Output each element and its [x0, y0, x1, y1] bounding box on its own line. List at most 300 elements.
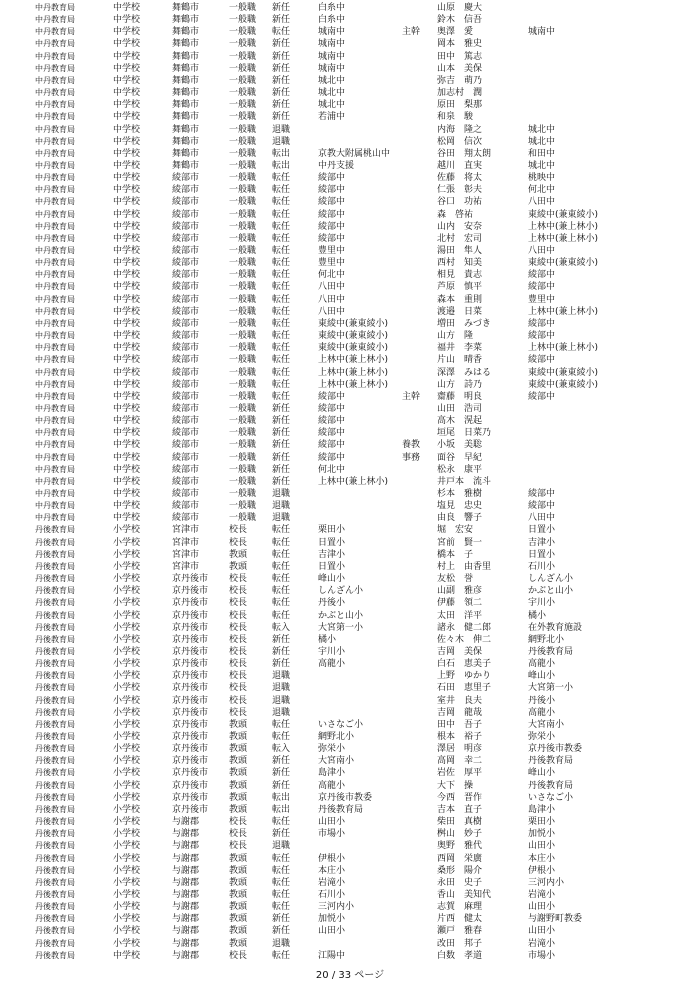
previous-school-cell: 日置小	[528, 525, 556, 536]
office-cell: 中丹教育局	[35, 306, 75, 316]
office-cell: 中丹教育局	[35, 148, 75, 158]
position-cell: 教頭	[229, 744, 248, 755]
position-cell: 校長	[229, 695, 248, 706]
person-name-cell: 森本 重則	[437, 294, 483, 305]
previous-school-cell: 綾部中	[528, 501, 556, 512]
position-cell: 教頭	[229, 768, 248, 779]
school-type-cell: 中学校	[113, 270, 141, 281]
position-cell: 校長	[229, 950, 248, 961]
office-cell: 丹後教育局	[35, 634, 75, 644]
city-cell: 京丹後市	[172, 732, 209, 742]
table-row	[0, 306, 700, 318]
previous-school-cell: 八田中	[528, 197, 556, 208]
table-row	[0, 14, 700, 26]
action-cell: 新任	[272, 756, 291, 767]
position-cell: 教頭	[229, 926, 248, 937]
table-row	[0, 646, 700, 658]
school-type-cell: 小学校	[113, 610, 141, 621]
position-cell: 校長	[229, 537, 248, 548]
city-cell: 京丹後市	[172, 659, 209, 670]
position-cell: 一般職	[229, 318, 257, 329]
previous-school-cell: 城南中	[528, 27, 556, 38]
city-cell: 京丹後市	[172, 598, 209, 609]
school-type-cell: 中学校	[113, 112, 141, 123]
action-cell: 転任	[272, 27, 291, 38]
person-name-cell: 増田 みづき	[437, 318, 491, 329]
new-school-cell: 城北中	[318, 100, 346, 111]
action-cell: 転出	[272, 160, 291, 171]
new-school-cell: 高龍小	[318, 659, 346, 670]
school-type-cell: 小学校	[113, 744, 141, 755]
previous-school-cell: しんざん小	[528, 574, 574, 585]
school-type-cell: 小学校	[113, 671, 141, 682]
person-name-cell: 原田 梨那	[437, 100, 483, 111]
position-cell: 教頭	[229, 549, 248, 560]
person-name-cell: 吉岡 美保	[437, 646, 483, 657]
action-cell: 転任	[272, 610, 291, 621]
previous-school-cell: 本庄小	[528, 853, 556, 864]
school-type-cell: 小学校	[113, 817, 141, 828]
new-school-cell: 上林中(兼上林小)	[318, 379, 389, 390]
action-cell: 転入	[272, 622, 291, 633]
city-cell: 京丹後市	[172, 780, 209, 791]
school-type-cell: 中学校	[113, 233, 141, 244]
table-row	[0, 755, 700, 767]
action-cell: 転任	[272, 598, 291, 609]
school-type-cell: 中学校	[113, 75, 141, 86]
new-school-cell: 城南中	[318, 51, 346, 62]
city-cell: 京丹後市	[172, 622, 209, 633]
action-cell: 転任	[272, 950, 291, 961]
city-cell: 与謝郡	[172, 889, 200, 900]
school-type-cell: 小学校	[113, 719, 141, 730]
previous-school-cell: 豊里中	[528, 294, 556, 305]
office-cell: 丹後教育局	[35, 561, 75, 571]
table-row	[0, 950, 700, 962]
school-type-cell: 小学校	[113, 525, 141, 536]
position-cell: 一般職	[229, 75, 257, 86]
position-cell: 教頭	[229, 914, 248, 925]
action-cell: 転任	[272, 549, 291, 560]
city-cell: 舞鶴市	[172, 124, 200, 135]
new-school-cell: 城南中	[318, 39, 346, 50]
new-school-cell: 橘小	[318, 634, 337, 645]
person-name-cell: 仁張 彰夫	[437, 185, 483, 196]
previous-school-cell: 京丹後市教委	[528, 744, 583, 755]
person-name-cell: 高木 滉起	[437, 416, 483, 427]
new-school-cell: 網野北小	[318, 732, 355, 742]
action-cell: 転任	[272, 732, 291, 742]
previous-school-cell: 日置小	[528, 549, 556, 560]
position-cell: 教頭	[229, 877, 248, 888]
new-school-cell: 綾部中	[318, 221, 346, 232]
position-cell: 一般職	[229, 476, 257, 487]
school-type-cell: 小学校	[113, 646, 141, 657]
previous-school-cell: 岩滝小	[528, 889, 556, 900]
office-cell: 丹後教育局	[35, 549, 75, 559]
new-school-cell: 京丹後市教委	[318, 792, 373, 803]
previous-school-cell: 与謝野町教委	[528, 914, 583, 925]
person-name-cell: 弥吉 萌乃	[437, 75, 483, 86]
previous-school-cell: 和田中	[528, 148, 556, 159]
office-cell: 中丹教育局	[35, 173, 75, 183]
person-name-cell: 湯田 隼人	[437, 246, 483, 256]
office-cell: 丹後教育局	[35, 865, 75, 875]
office-cell: 丹後教育局	[35, 744, 75, 754]
action-cell: 転任	[272, 246, 291, 256]
office-cell: 丹後教育局	[35, 768, 75, 778]
action-cell: 転任	[272, 343, 291, 354]
previous-school-cell: 東綾中(兼東綾小)	[528, 209, 599, 220]
position-cell: 一般職	[229, 452, 257, 463]
position-cell: 一般職	[229, 367, 257, 378]
previous-school-cell: 岩滝小	[528, 938, 556, 949]
office-cell: 中丹教育局	[35, 452, 75, 462]
role-cell: 主幹	[402, 391, 421, 402]
city-cell: 綾部市	[172, 355, 200, 366]
table-row	[0, 500, 700, 512]
table-row	[0, 318, 700, 330]
table-row	[0, 99, 700, 111]
action-cell: 新任	[272, 476, 291, 487]
table-row	[0, 148, 700, 160]
action-cell: 新任	[272, 440, 291, 451]
office-cell: 丹後教育局	[35, 889, 75, 899]
new-school-cell: 吉津小	[318, 549, 346, 560]
previous-school-cell: 弥栄小	[528, 732, 556, 742]
office-cell: 中丹教育局	[35, 112, 75, 122]
action-cell: 転任	[272, 318, 291, 329]
position-cell: 一般職	[229, 124, 257, 135]
table-row	[0, 707, 700, 719]
person-name-cell: 森 啓祐	[437, 209, 474, 220]
office-cell: 中丹教育局	[35, 270, 75, 280]
table-row	[0, 257, 700, 269]
school-type-cell: 中学校	[113, 173, 141, 184]
person-name-cell: 北村 宏司	[437, 233, 483, 244]
person-name-cell: 石田 恵里子	[437, 683, 492, 694]
new-school-cell: 綾部中	[318, 209, 346, 220]
new-school-cell: 綾部中	[318, 416, 346, 427]
new-school-cell: 大宮南小	[318, 756, 355, 767]
person-name-cell: 橋本 子	[437, 549, 474, 560]
action-cell: 新任	[272, 403, 291, 414]
table-row	[0, 925, 700, 937]
city-cell: 舞鶴市	[172, 100, 200, 111]
action-cell: 退職	[272, 938, 291, 949]
position-cell: 一般職	[229, 3, 257, 13]
office-cell: 丹後教育局	[35, 610, 75, 620]
city-cell: 与謝郡	[172, 853, 200, 864]
school-type-cell: 中学校	[113, 513, 141, 524]
new-school-cell: 加悦小	[318, 914, 346, 925]
school-type-cell: 中学校	[113, 258, 141, 269]
office-cell: 丹後教育局	[35, 877, 75, 887]
person-name-cell: 桑形 陽介	[437, 865, 483, 876]
school-type-cell: 小学校	[113, 586, 141, 597]
office-cell: 丹後教育局	[35, 719, 75, 729]
school-type-cell: 小学校	[113, 926, 141, 937]
person-name-cell: 内海 隆之	[437, 124, 483, 135]
previous-school-cell: 上林中(兼上林小)	[528, 221, 599, 232]
new-school-cell: 何北中	[318, 270, 346, 281]
school-type-cell: 中学校	[113, 160, 141, 171]
previous-school-cell: 綾部中	[528, 270, 556, 281]
role-cell: 主幹	[402, 27, 421, 38]
new-school-cell: 白糸中	[318, 15, 346, 26]
city-cell: 綾部市	[172, 367, 200, 378]
action-cell: 転任	[272, 233, 291, 244]
table-row	[0, 415, 700, 427]
position-cell: 校長	[229, 659, 248, 670]
previous-school-cell: 上林中(兼上林小)	[528, 233, 599, 244]
new-school-cell: 丹後小	[318, 598, 346, 609]
action-cell: 退職	[272, 707, 291, 718]
school-type-cell: 中学校	[113, 136, 141, 147]
city-cell: 綾部市	[172, 343, 200, 354]
city-cell: 与謝郡	[172, 817, 200, 828]
position-cell: 教頭	[229, 756, 248, 767]
new-school-cell: 豊里中	[318, 258, 346, 269]
school-type-cell: 小学校	[113, 683, 141, 694]
table-row	[0, 658, 700, 670]
office-cell: 中丹教育局	[35, 51, 75, 61]
position-cell: 一般職	[229, 379, 257, 390]
table-row	[0, 804, 700, 816]
school-type-cell: 中学校	[113, 15, 141, 26]
table-row	[0, 913, 700, 925]
action-cell: 退職	[272, 671, 291, 682]
person-name-cell: 片西 健太	[437, 914, 483, 925]
action-cell: 退職	[272, 841, 291, 852]
table-row	[0, 634, 700, 646]
position-cell: 一般職	[229, 27, 257, 38]
school-type-cell: 中学校	[113, 452, 141, 463]
table-row	[0, 901, 700, 913]
position-cell: 一般職	[229, 306, 257, 317]
table-row	[0, 464, 700, 476]
position-cell: 一般職	[229, 15, 257, 26]
position-cell: 教頭	[229, 561, 248, 572]
action-cell: 転任	[272, 173, 291, 184]
city-cell: 京丹後市	[172, 707, 209, 718]
office-cell: 丹後教育局	[35, 804, 75, 814]
table-row	[0, 731, 700, 743]
school-type-cell: 小学校	[113, 756, 141, 767]
action-cell: 新任	[272, 768, 291, 779]
person-name-cell: 面谷 早紀	[437, 452, 483, 463]
position-cell: 校長	[229, 817, 248, 828]
person-name-cell: 佐藤 将太	[437, 173, 483, 184]
city-cell: 舞鶴市	[172, 63, 200, 74]
school-type-cell: 中学校	[113, 464, 141, 475]
office-cell: 丹後教育局	[35, 756, 75, 766]
previous-school-cell: 城北中	[528, 136, 556, 147]
table-row	[0, 63, 700, 75]
table-row	[0, 160, 700, 172]
new-school-cell: 上林中(兼上林小)	[318, 355, 389, 366]
previous-school-cell: 城北中	[528, 124, 556, 135]
person-name-cell: 今西 晋作	[437, 792, 483, 803]
city-cell: 綾部市	[172, 185, 200, 196]
action-cell: 新任	[272, 75, 291, 86]
table-row	[0, 622, 700, 634]
action-cell: 転入	[272, 744, 291, 755]
school-type-cell: 中学校	[113, 185, 141, 196]
action-cell: 退職	[272, 489, 291, 499]
new-school-cell: 東綾中(兼東綾小)	[318, 343, 389, 354]
office-cell: 丹後教育局	[35, 780, 75, 790]
previous-school-cell: 丹後教育局	[528, 646, 574, 657]
new-school-cell: 城北中	[318, 88, 346, 99]
table-row	[0, 2, 700, 14]
position-cell: 一般職	[229, 63, 257, 74]
person-name-cell: 奥野 雅代	[437, 841, 483, 852]
position-cell: 校長	[229, 634, 248, 645]
new-school-cell: 弥栄小	[318, 744, 346, 755]
office-cell: 中丹教育局	[35, 136, 75, 146]
new-school-cell: 丹後教育局	[318, 804, 364, 815]
school-type-cell: 中学校	[113, 391, 141, 402]
previous-school-cell: 東綾中(兼東綾小)	[528, 258, 599, 269]
city-cell: 舞鶴市	[172, 112, 200, 123]
person-name-cell: 村上 由香里	[437, 561, 492, 572]
city-cell: 舞鶴市	[172, 51, 200, 62]
role-cell: 養教	[402, 440, 421, 451]
city-cell: 京丹後市	[172, 586, 209, 597]
table-row	[0, 512, 700, 524]
position-cell: 一般職	[229, 391, 257, 402]
school-type-cell: 中学校	[113, 379, 141, 390]
city-cell: 与謝郡	[172, 950, 200, 961]
person-name-cell: 上野 ゆかり	[437, 671, 492, 682]
office-cell: 中丹教育局	[35, 464, 75, 474]
position-cell: 教頭	[229, 865, 248, 876]
position-cell: 一般職	[229, 148, 257, 159]
city-cell: 綾部市	[172, 513, 200, 524]
position-cell: 校長	[229, 574, 248, 585]
table-row	[0, 573, 700, 585]
person-name-cell: 白数 孝道	[437, 950, 483, 961]
person-name-cell: 友松 誉	[437, 574, 474, 585]
action-cell: 新任	[272, 112, 291, 123]
city-cell: 綾部市	[172, 331, 200, 342]
school-type-cell: 小学校	[113, 732, 141, 742]
person-name-cell: 深澤 みはる	[437, 367, 492, 378]
office-cell: 中丹教育局	[35, 318, 75, 328]
table-row	[0, 719, 700, 731]
table-row	[0, 245, 700, 257]
position-cell: 教頭	[229, 804, 248, 815]
previous-school-cell: 高龍小	[528, 707, 556, 718]
office-cell: 丹後教育局	[35, 574, 75, 584]
office-cell: 中丹教育局	[35, 282, 75, 292]
table-row	[0, 391, 700, 403]
table-row	[0, 537, 700, 549]
city-cell: 綾部市	[172, 209, 200, 220]
office-cell: 中丹教育局	[35, 27, 75, 37]
city-cell: 舞鶴市	[172, 148, 200, 159]
person-name-cell: 瀬戸 雅春	[437, 926, 483, 937]
previous-school-cell: 八田中	[528, 513, 556, 524]
previous-school-cell: 三河内小	[528, 877, 565, 888]
table-row	[0, 87, 700, 99]
city-cell: 綾部市	[172, 403, 200, 414]
school-type-cell: 小学校	[113, 829, 141, 840]
person-name-cell: 白石 恵美子	[437, 659, 492, 670]
new-school-cell: 城北中	[318, 75, 346, 86]
school-type-cell: 小学校	[113, 574, 141, 585]
new-school-cell: 宇川小	[318, 646, 346, 657]
position-cell: 一般職	[229, 355, 257, 366]
table-row	[0, 233, 700, 245]
new-school-cell: 城南中	[318, 63, 346, 74]
table-row	[0, 549, 700, 561]
table-row	[0, 38, 700, 50]
person-name-cell: 佐々木 伸二	[437, 634, 492, 645]
previous-school-cell: 丹後小	[528, 695, 556, 706]
person-name-cell: 太田 洋平	[437, 610, 483, 621]
office-cell: 中丹教育局	[35, 221, 75, 231]
school-type-cell: 小学校	[113, 877, 141, 888]
office-cell: 中丹教育局	[35, 343, 75, 353]
office-cell: 中丹教育局	[35, 403, 75, 413]
position-cell: 一般職	[229, 331, 257, 342]
action-cell: 退職	[272, 124, 291, 135]
new-school-cell: 日置小	[318, 561, 346, 572]
role-cell: 事務	[402, 452, 421, 463]
office-cell: 中丹教育局	[35, 75, 75, 85]
city-cell: 舞鶴市	[172, 27, 200, 38]
previous-school-cell: 伊根小	[528, 865, 556, 876]
city-cell: 京丹後市	[172, 610, 209, 621]
position-cell: 一般職	[229, 136, 257, 147]
position-cell: 一般職	[229, 51, 257, 62]
school-type-cell: 小学校	[113, 841, 141, 852]
new-school-cell: 綾部中	[318, 197, 346, 208]
person-name-cell: 高岡 幸二	[437, 756, 483, 767]
city-cell: 綾部市	[172, 391, 200, 402]
person-name-cell: 松岡 信次	[437, 136, 483, 147]
city-cell: 綾部市	[172, 464, 200, 475]
school-type-cell: 中学校	[113, 148, 141, 159]
city-cell: 京丹後市	[172, 683, 209, 694]
action-cell: 転任	[272, 902, 291, 913]
office-cell: 中丹教育局	[35, 416, 75, 426]
office-cell: 丹後教育局	[35, 622, 75, 632]
action-cell: 転任	[272, 185, 291, 196]
table-row	[0, 695, 700, 707]
new-school-cell: いさなご小	[318, 719, 364, 730]
office-cell: 丹後教育局	[35, 792, 75, 802]
school-type-cell: 小学校	[113, 622, 141, 633]
position-cell: 一般職	[229, 112, 257, 123]
office-cell: 丹後教育局	[35, 659, 75, 669]
city-cell: 綾部市	[172, 379, 200, 390]
action-cell: 転任	[272, 574, 291, 585]
position-cell: 一般職	[229, 501, 257, 512]
person-name-cell: 岡本 雅史	[437, 39, 483, 50]
action-cell: 転任	[272, 294, 291, 305]
action-cell: 新任	[272, 452, 291, 463]
city-cell: 綾部市	[172, 221, 200, 232]
person-name-cell: 伊藤 領二	[437, 598, 483, 609]
new-school-cell: 綾部中	[318, 403, 346, 414]
table-row	[0, 427, 700, 439]
school-type-cell: 中学校	[113, 294, 141, 305]
school-type-cell: 中学校	[113, 476, 141, 487]
action-cell: 転任	[272, 258, 291, 269]
